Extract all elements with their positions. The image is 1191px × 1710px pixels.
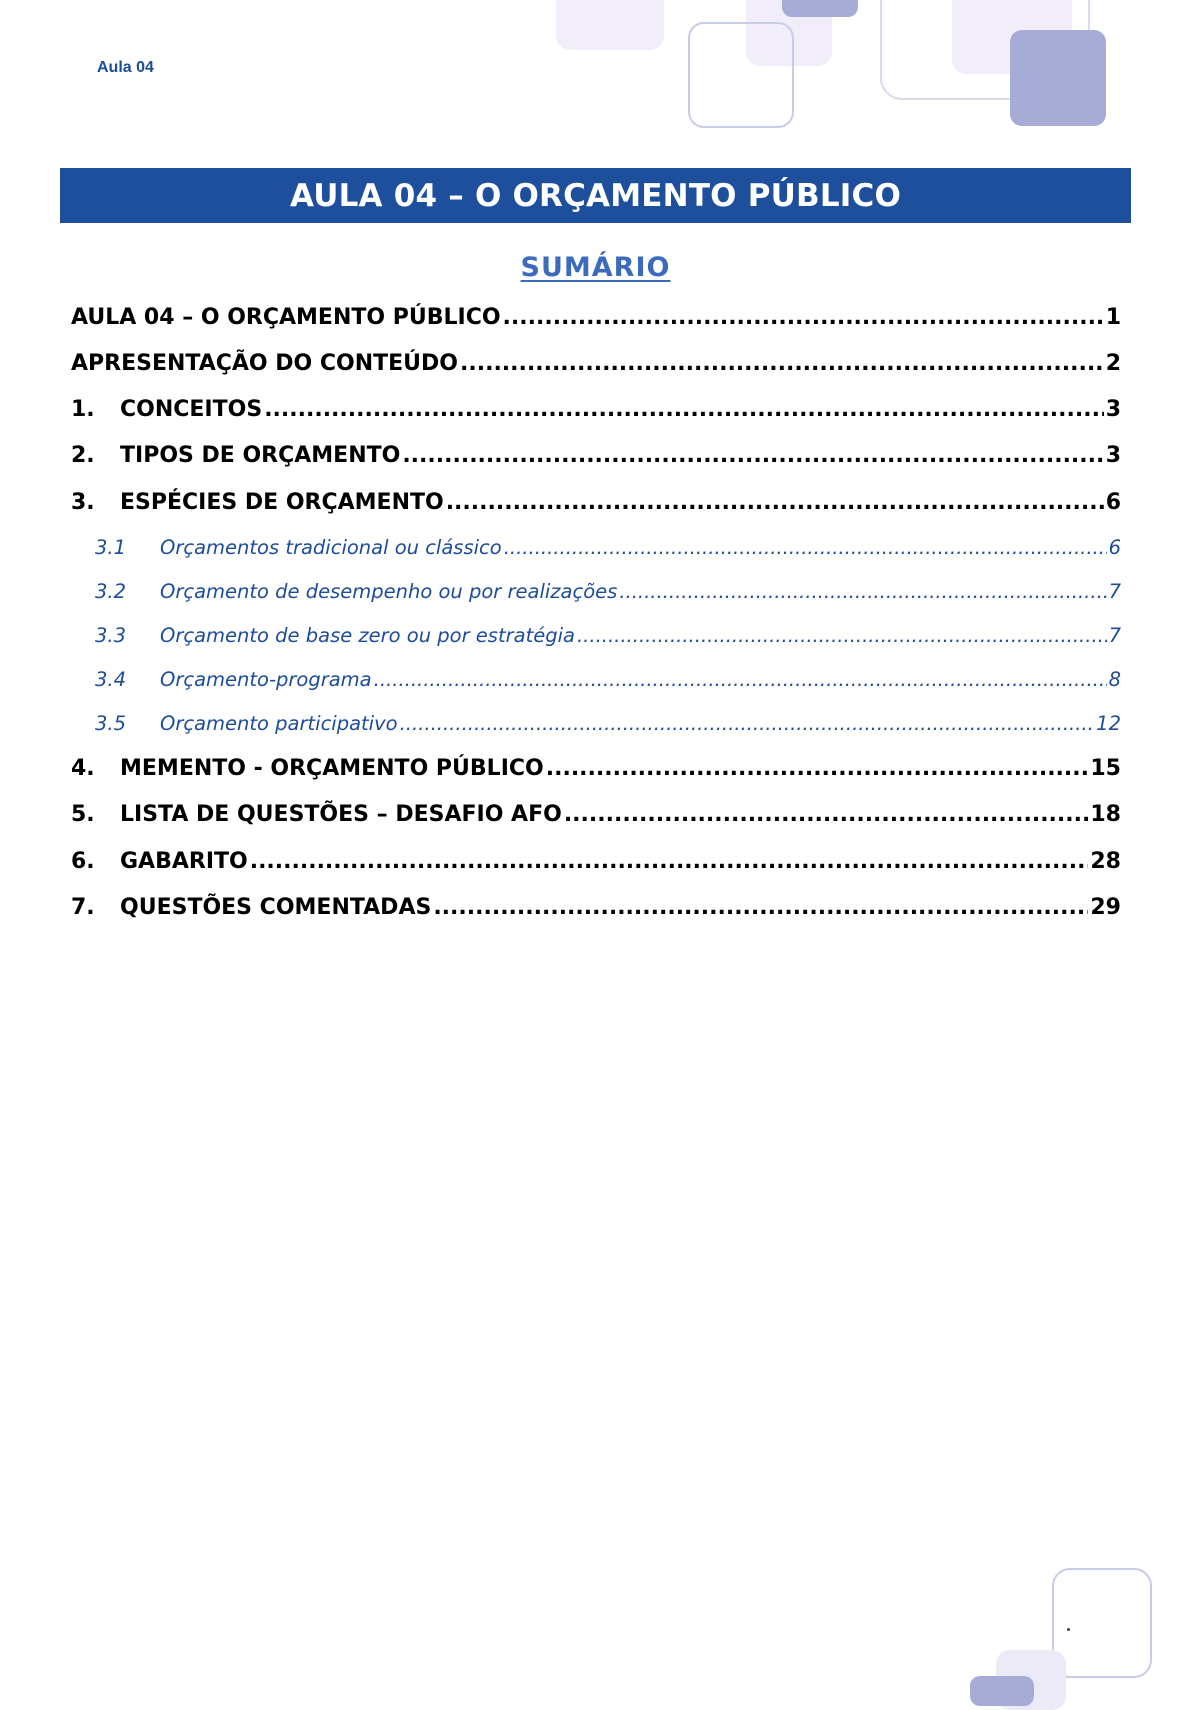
toc-entry-label: Orçamento de desempenho ou por realizações [160, 580, 618, 603]
toc-entry-page: 3 [1105, 443, 1121, 468]
toc-entry-number: 4. [71, 756, 95, 781]
decorative-square-outline [688, 22, 794, 128]
toc-heading-text: SUMÁRIO [520, 252, 671, 283]
toc-entry-number: 3. [71, 490, 95, 515]
toc-entry[interactable] [71, 397, 1121, 422]
toc-entry-page: 15 [1090, 756, 1121, 781]
page-title: AULA 04 – O ORÇAMENTO PÚBLICO [289, 177, 902, 214]
toc-subentry[interactable] [95, 624, 1121, 647]
toc-entry-number: 1. [71, 397, 95, 422]
toc-entry-label: Orçamento participativo [160, 712, 398, 735]
toc-entry-number: 3.4 [95, 668, 127, 691]
toc-entry[interactable] [71, 305, 1121, 330]
toc-entry[interactable] [71, 895, 1121, 920]
toc-leader [374, 668, 1107, 691]
toc-leader [400, 712, 1095, 735]
title-bar [60, 168, 1131, 223]
toc-entry-label: AULA 04 – O ORÇAMENTO PÚBLICO [71, 305, 501, 330]
toc-entry-label: APRESENTAÇÃO DO CONTEÚDO [71, 351, 459, 376]
toc-entry[interactable] [71, 490, 1121, 515]
toc-entry[interactable] [71, 756, 1121, 781]
toc-entry-number: 3.3 [95, 624, 127, 647]
toc-leader [564, 802, 1089, 827]
toc-entry-page: 18 [1090, 802, 1121, 827]
toc-entry-label: Orçamento de base zero ou por estratégia [160, 624, 575, 647]
toc-subentry[interactable] [95, 668, 1121, 691]
running-header: Aula 04 [97, 59, 154, 76]
toc-entry-page: 1 [1105, 305, 1121, 330]
toc-leader [402, 443, 1103, 468]
toc-entry-page: 7 [1108, 624, 1121, 647]
toc-entry-number: 3.5 [95, 712, 127, 735]
toc-entry-number: 3.1 [95, 536, 127, 559]
toc-leader [619, 580, 1106, 603]
toc-entry-page: 3 [1105, 397, 1121, 422]
toc-entry-page: 7 [1108, 580, 1121, 603]
toc-entry-label: Orçamento-programa [160, 668, 372, 691]
toc-entry-page: 2 [1105, 351, 1121, 376]
toc-entry-label: TIPOS DE ORÇAMENTO [120, 443, 401, 468]
toc-entry-page: 6 [1108, 536, 1121, 559]
toc-entry-label: QUESTÕES COMENTADAS [120, 895, 432, 920]
toc-leader [433, 895, 1088, 920]
toc-leader [577, 624, 1107, 647]
toc-entry[interactable] [71, 351, 1121, 376]
toc-entry-number: 7. [71, 895, 95, 920]
toc-entry-number: 2. [71, 443, 95, 468]
toc-leader [546, 756, 1089, 781]
toc-subentry[interactable] [95, 536, 1121, 559]
toc-entry-label: MEMENTO - ORÇAMENTO PÚBLICO [120, 756, 544, 781]
toc-entry-page: 28 [1090, 849, 1121, 874]
toc-entry-label: Orçamentos tradicional ou clássico [160, 536, 502, 559]
toc-leader [446, 490, 1104, 515]
toc-entry-number: 5. [71, 802, 95, 827]
toc-subentry[interactable] [95, 580, 1121, 603]
toc-entry[interactable] [71, 849, 1121, 874]
decorative-square-outline [1052, 1568, 1152, 1678]
toc-entry-page: 8 [1108, 668, 1121, 691]
toc-entry-page: 12 [1096, 712, 1121, 735]
toc-leader [460, 351, 1104, 376]
toc-leader [504, 536, 1107, 559]
toc-entry-label: CONCEITOS [120, 397, 263, 422]
toc-entry-page: 29 [1090, 895, 1121, 920]
toc-entry-label: GABARITO [120, 849, 248, 874]
decorative-square [970, 1676, 1034, 1706]
page-dot [1067, 1628, 1070, 1631]
toc-entry-label: ESPÉCIES DE ORÇAMENTO [120, 490, 444, 515]
toc-leader [250, 849, 1089, 874]
toc-entry-label: LISTA DE QUESTÕES – DESAFIO AFO [120, 802, 562, 827]
toc-entry[interactable] [71, 802, 1121, 827]
decorative-square [782, 0, 858, 17]
toc-entry[interactable] [71, 443, 1121, 468]
decorative-square [1010, 30, 1106, 126]
decorative-square [556, 0, 664, 50]
toc-entry-page: 6 [1105, 490, 1121, 515]
toc-heading [0, 252, 1191, 283]
toc-entry-number: 3.2 [95, 580, 127, 603]
toc-leader [264, 397, 1104, 422]
toc-subentry[interactable] [95, 712, 1121, 735]
toc-leader [503, 305, 1104, 330]
toc-entry-number: 6. [71, 849, 95, 874]
